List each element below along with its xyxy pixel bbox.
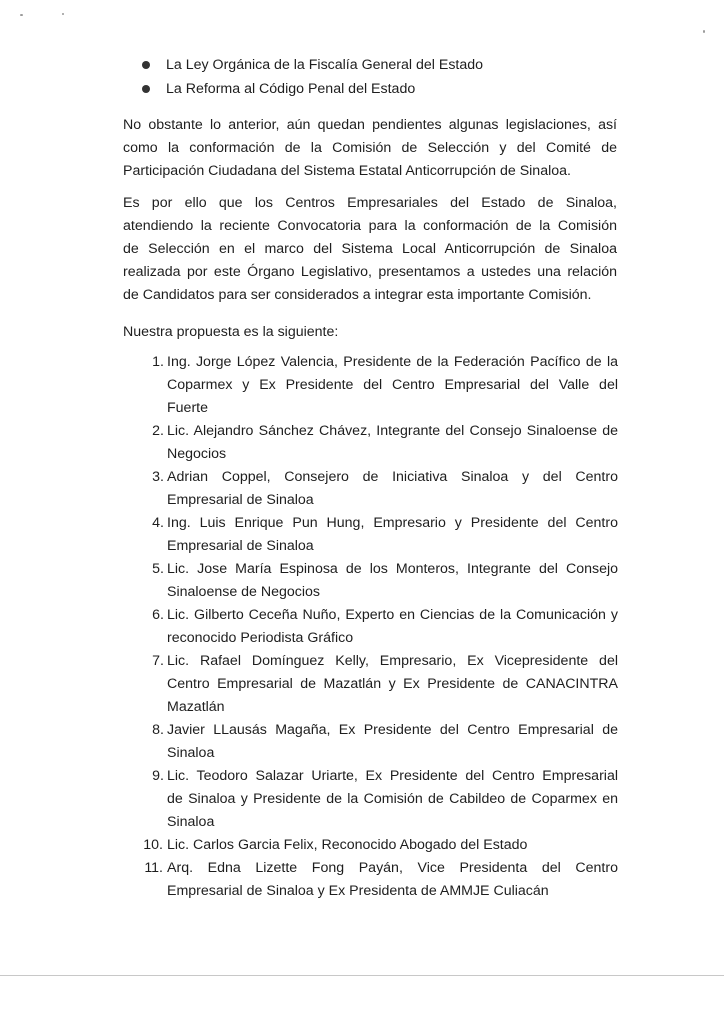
candidate-line: Ing. Jorge López Valencia, Presidente de la Federación Pacífico de la [167,354,618,370]
bullet-item [140,78,640,102]
candidate-number: 2. [152,423,164,439]
paragraph-line: como la conformación de la Comisión de Selección y del Comité de [123,140,617,156]
paragraph-line: de Selección en el marco del Sistema Local Anticorrupción de Sinaloa [123,241,617,257]
bullet-list [140,54,640,102]
candidate-line: Lic. Gilberto Ceceña Nuño, Experto en Ciencias de la Comunicación y [167,607,618,623]
candidate-line: Fuerte [167,400,209,416]
candidate-number: 8. [152,722,164,738]
candidate-line: Sinaloa [167,814,215,830]
candidate-list [140,351,618,903]
candidate-line: Empresarial de Sinaloa [167,538,314,554]
candidate-line: Lic. Rafael Domínguez Kelly, Empresario, Ex Vicepresidente del [167,653,618,669]
candidate-number: 5. [152,561,164,577]
scan-speck [20,14,23,16]
candidate-line: de Sinaloa y Presidente de la Comisión de Cabildeo de Coparmex en [167,791,618,807]
candidate-number: 4. [152,515,164,531]
candidate-number: 7. [152,653,164,669]
candidate-number: 3. [152,469,164,485]
candidate-item [140,604,618,650]
candidate-line: Mazatlán [167,699,225,715]
scan-speck [703,30,705,33]
paragraph-line: Es por ello que los Centros Empresariales del Estado de Sinaloa, [123,195,617,211]
candidate-number: 9. [152,768,164,784]
candidate-item [140,650,618,719]
candidate-number: 6. [152,607,164,623]
bullet-item [140,54,640,78]
scan-speck [62,13,64,15]
bullet-text: La Reforma al Código Penal del Estado [166,81,416,97]
candidate-item [140,351,618,420]
candidate-line: Negocios [167,446,227,462]
paragraph-line: realizada por este Órgano Legislativo, presentamos a ustedes una relación [123,264,617,280]
candidate-line: Lic. Alejandro Sánchez Chávez, Integrante del Consejo Sinaloense de [167,423,618,439]
paragraph-line: No obstante lo anterior, aún quedan pendientes algunas legislaciones, así [123,117,617,133]
candidate-line: Coparmex y Ex Presidente del Centro Empresarial del Valle del [167,377,618,393]
paragraph-business-centers [123,192,617,307]
proposal-lead: Nuestra propuesta es la siguiente: [123,324,339,340]
scan-fold-line [0,975,724,976]
candidate-item [140,512,618,558]
candidate-line: Sinaloense de Negocios [167,584,321,600]
paragraph-line: Participación Ciudadana del Sistema Estatal Anticorrupción de Sinaloa. [123,163,571,179]
bullet-icon [142,85,150,93]
candidate-item [140,466,618,512]
candidate-item [140,420,618,466]
candidate-line: Lic. Jose María Espinosa de los Monteros, Integrante del Consejo [167,561,618,577]
candidate-number: 1. [152,354,164,370]
candidate-item [140,719,618,765]
candidate-item [140,558,618,604]
candidate-line: Adrian Coppel, Consejero de Iniciativa Sinaloa y del Centro [167,469,618,485]
candidate-line: Arq. Edna Lizette Fong Payán, Vice Presidenta del Centro [167,860,618,876]
bullet-icon [142,61,150,69]
candidate-line: reconocido Periodista Gráfico [167,630,354,646]
candidate-line: Lic. Carlos Garcia Felix, Reconocido Abogado del Estado [167,837,528,853]
candidate-number: 11. [144,860,163,876]
candidate-number: 10. [143,837,163,853]
candidate-line: Lic. Teodoro Salazar Uriarte, Ex Presidente del Centro Empresarial [167,768,618,784]
candidate-line: Sinaloa [167,745,215,761]
candidate-line: Javier LLausás Magaña, Ex Presidente del Centro Empresarial de [167,722,618,738]
candidate-line: Ing. Luis Enrique Pun Hung, Empresario y Presidente del Centro [167,515,618,531]
candidate-item [140,765,618,834]
candidate-item [140,857,618,903]
bullet-text: La Ley Orgánica de la Fiscalía General del Estado [166,57,484,73]
paragraph-pending-legislation [123,114,617,183]
candidate-line: Empresarial de Sinaloa y Ex Presidenta de AMMJE Culiacán [167,883,549,899]
paragraph-line: de Candidatos para ser considerados a integrar esta importante Comisión. [123,287,592,303]
paragraph-line: atendiendo la reciente Convocatoria para la conformación de la Comisión [123,218,617,234]
candidate-item [140,834,618,857]
candidate-line: Empresarial de Sinaloa [167,492,314,508]
candidate-line: Centro Empresarial de Mazatlán y Ex Presidente de CANACINTRA [167,676,618,692]
